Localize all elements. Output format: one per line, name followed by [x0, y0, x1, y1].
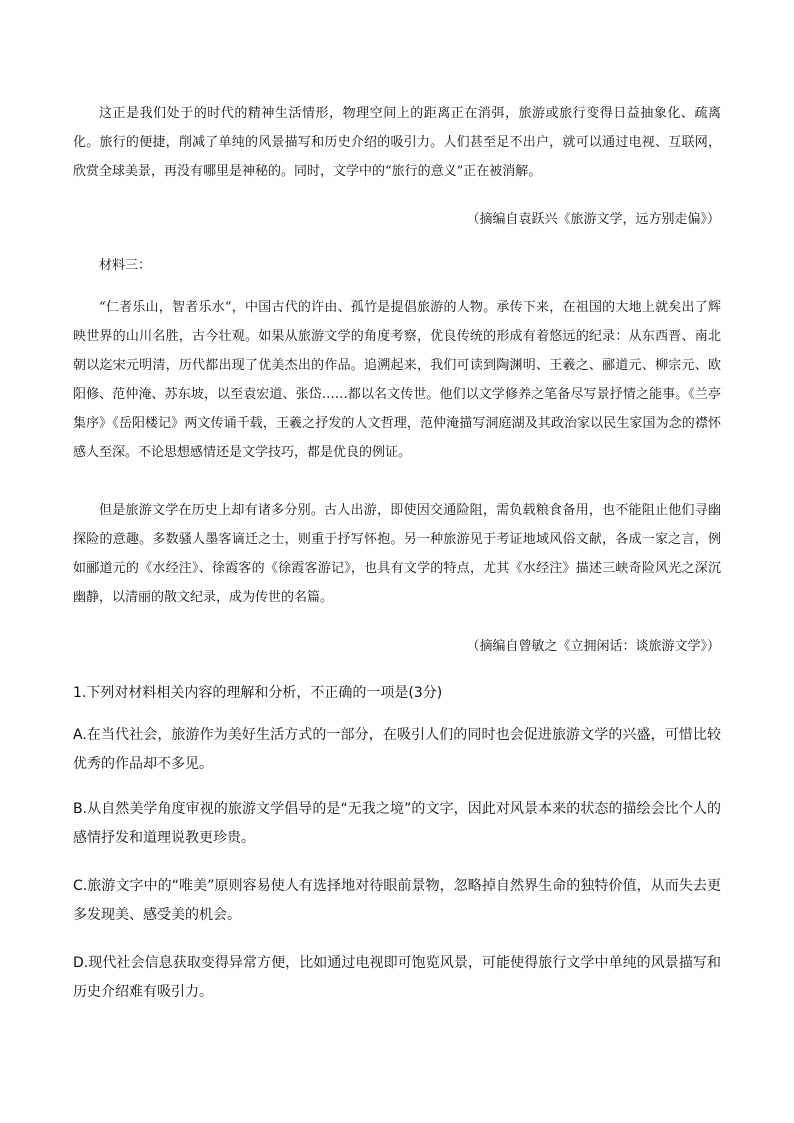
option-b[interactable]: B.从自然美学角度审视的旅游文学倡导的是“无我之境”的文字，因此对风景本来的状态的描绘会比个人的感情抒发和道理说教更珍贵。 [73, 801, 721, 846]
material3-source: （摘编自曾敏之《立拥闲话：谈旅游文学》） [466, 639, 720, 654]
material3-label: 材料三： [99, 258, 152, 273]
question-stem: 1.下列对材料相关内容的理解和分析，不正确的一项是(3分) [73, 685, 443, 701]
option-c[interactable]: C.旅游文字中的“唯美”原则容易使人有选择地对待眼前景物，忽略掉自然界生命的独特价值，从而失去更多发现美、感受美的机会。 [73, 878, 721, 923]
material2-source: （摘编自袁跃兴《旅游文学，远方别走偏》） [466, 212, 720, 227]
option-d[interactable]: D.现代社会信息获取变得异常方便，比如通过电视即可饱览风景，可能使得旅行文学中单纯的风景描写和历史介绍难有吸引力。 [73, 955, 721, 1000]
material3-paragraph-1: “仁者乐山，智者乐水”，中国古代的许由、孤竹是提倡旅游的人物。承传下来，在祖国的大地上就矣出了辉映世界的山川名胜，古今壮观。如果从旅游文学的角度考察，优良传统的形成有着悠远的纪录：从东西晋、南北朝以迄宋元明清，历代都出现了优美杰出的作品。追溯起来，我们可读到陶渊明、王羲之、郦道元、柳宗元、欧阳修、范仲淹、苏东坡，以至袁宏道、张岱……都以名文传世。他们以文学修养之笔备尽写景抒情之能事。《兰亭集序》《岳阳楼记》两文传诵千载，王羲之抒发的人文哲理，范仲淹描写洞庭湖及其政治家以民生家国为念的襟怀感人至深。不论思想感情还是文学技巧，都是优良的例证。 [73, 300, 721, 460]
option-a[interactable]: A.在当代社会，旅游作为美好生活方式的一部分，在吸引人们的同时也会促进旅游文学的兴盛，可惜比较优秀的作品却不多见。 [73, 727, 721, 772]
material3-paragraph-2: 但是旅游文学在历史上却有诸多分别。古人出游，即使因交通险阻，需负载粮食备用，也不能阻止他们寻幽探险的意趣。多数骚人墨客谪迁之士，则重于抒写怀抱。另一种旅游见于考证地域风俗文献，各成一家之言，例如郦道元的《水经注》、徐霞客的《徐霞客游记》，也具有文学的特点，尤其《水经注》描述三峡奇险风光之深沉幽静，以清丽的散文纪录，成为传世的名篇。 [73, 503, 721, 605]
material2-paragraph: 这正是我们处于的时代的精神生活情形，物理空间上的距离正在消弭，旅游或旅行变得日益抽象化、疏离化。旅行的便捷，削减了单纯的风景描写和历史介绍的吸引力。人们甚至足不出户，就可以通过电视、互联网，欣赏全球美景，再没有哪里是神秘的。同时，文学中的“旅行的意义”正在被消解。 [73, 106, 721, 179]
